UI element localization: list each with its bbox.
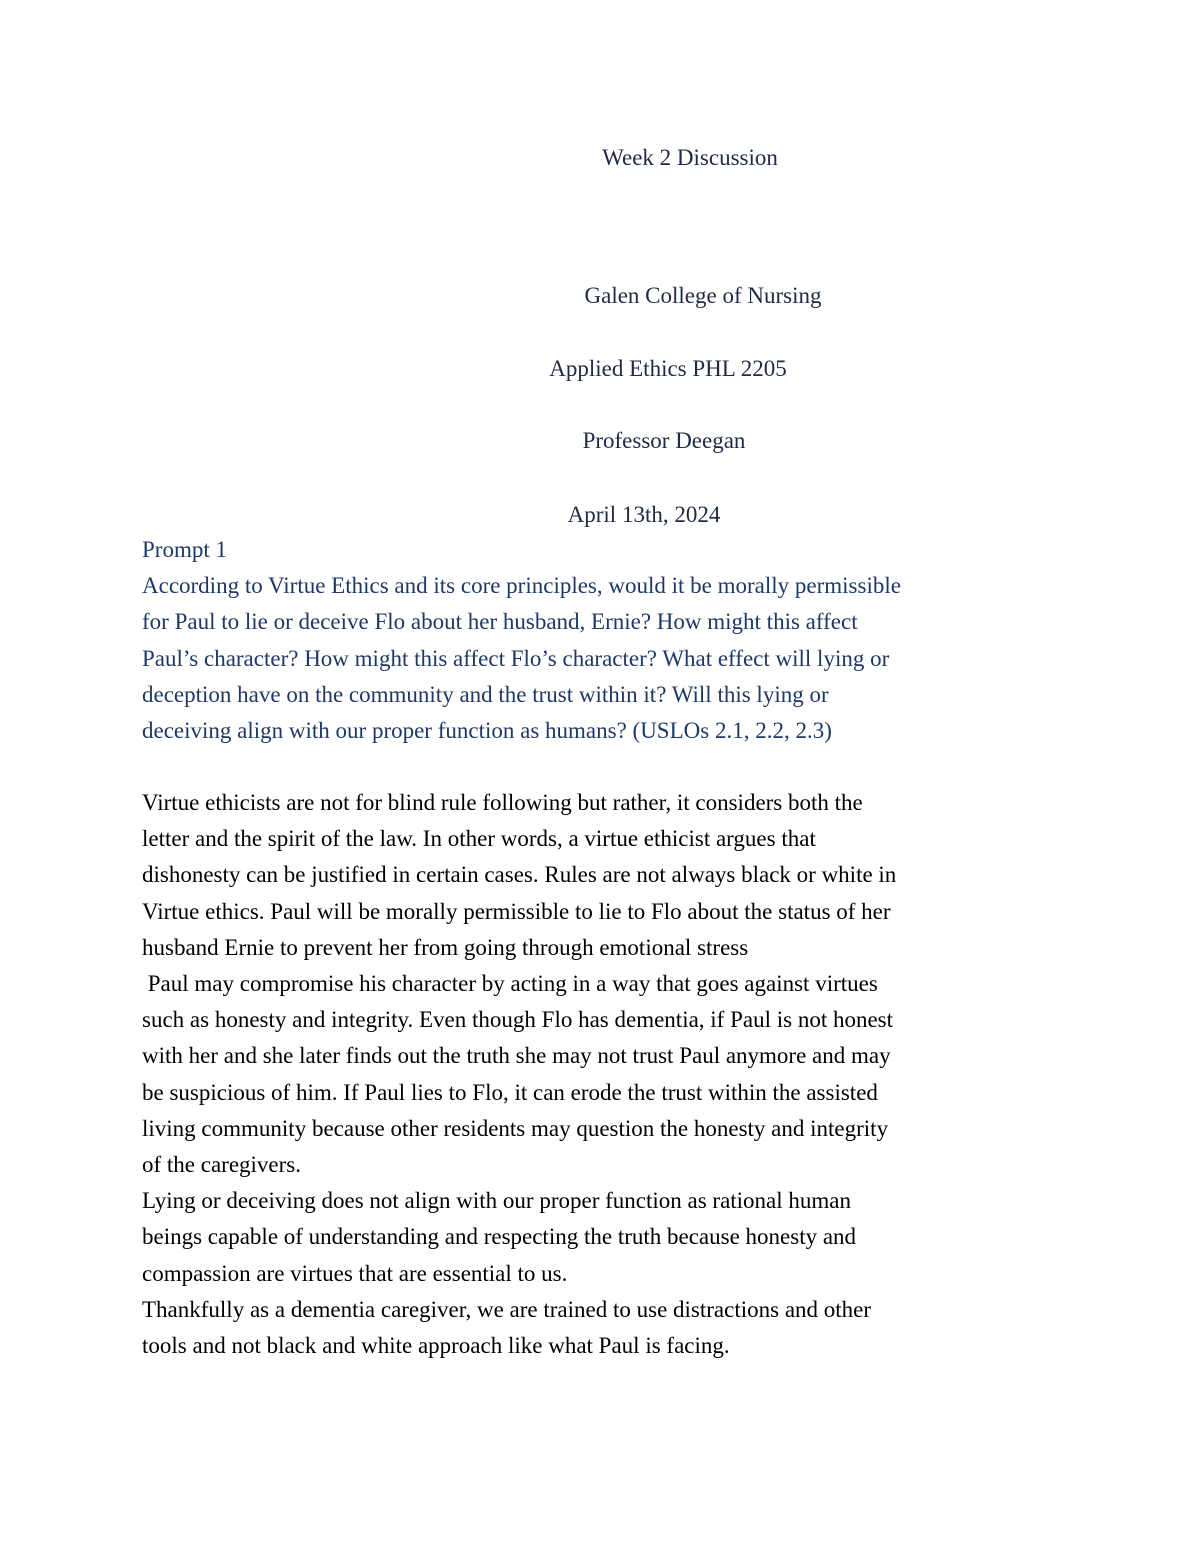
response-line: Lying or deceiving does not align with our proper function as rational human xyxy=(142,1188,852,1214)
response-line: Thankfully as a dementia caregiver, we are trained to use distractions and other xyxy=(142,1296,872,1322)
prompt-line: deception have on the community and the trust within it? Will this lying or xyxy=(142,681,829,707)
response-line: such as honesty and integrity. Even though Flo has dementia, if Paul is not honest xyxy=(142,1007,894,1033)
prompt-line: According to Virtue Ethics and its core principles, would it be morally permissible xyxy=(142,573,901,599)
submission-date: April 13th, 2024 xyxy=(567,502,721,527)
response-line: Virtue ethics. Paul will be morally permissible to lie to Flo about the status of her xyxy=(142,898,891,924)
prompt-line: deceiving align with our proper function as humans? (USLOs 2.1, 2.2, 2.3) xyxy=(142,718,832,744)
response-line: of the caregivers. xyxy=(142,1152,302,1178)
response-line: compassion are virtues that are essential to us. xyxy=(142,1260,568,1286)
response-line: with her and she later finds out the truth she may not trust Paul anymore and may xyxy=(142,1043,891,1069)
response-line: dishonesty can be justified in certain cases. Rules are not always black or white in xyxy=(142,862,897,888)
professor-name: Professor Deegan xyxy=(582,428,746,453)
response-line: letter and the spirit of the law. In other words, a virtue ethicist argues that xyxy=(142,826,816,852)
response-section xyxy=(142,785,1072,1364)
prompt-section xyxy=(142,532,1072,749)
school-name: Galen College of Nursing xyxy=(584,283,822,308)
response-line: beings capable of understanding and respecting the truth because honesty and xyxy=(142,1224,857,1250)
course-name: Applied Ethics PHL 2205 xyxy=(549,356,787,381)
response-line: be suspicious of him. If Paul lies to Flo, it can erode the trust within the assisted xyxy=(142,1079,878,1105)
document-title: Week 2 Discussion xyxy=(602,145,778,170)
response-line: Virtue ethicists are not for blind rule following but rather, it considers both the xyxy=(142,790,863,815)
response-line: tools and not black and white approach like what Paul is facing. xyxy=(142,1333,730,1359)
prompt-line: Paul’s character? How might this affect Flo’s character? What effect will lying or xyxy=(142,645,890,671)
prompt-heading: Prompt 1 xyxy=(142,537,227,562)
response-line: husband Ernie to prevent her from going through emotional stress xyxy=(142,934,749,960)
response-line: Paul may compromise his character by acting in a way that goes against virtues xyxy=(142,971,878,997)
prompt-line: for Paul to lie or deceive Flo about her husband, Ernie? How might this affect xyxy=(142,609,858,635)
response-line: living community because other residents may question the honesty and integrity xyxy=(142,1115,889,1141)
